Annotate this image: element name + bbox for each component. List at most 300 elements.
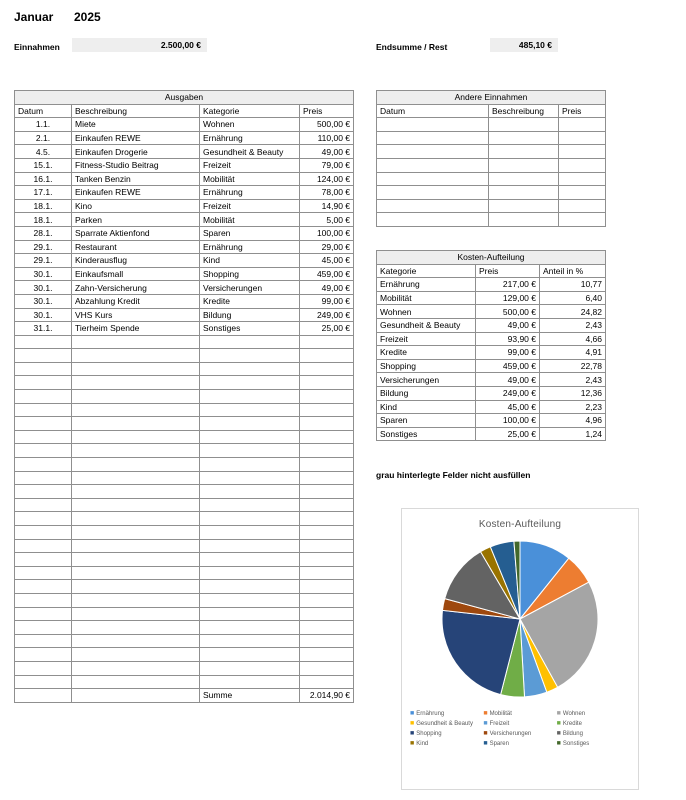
cell-description[interactable] bbox=[72, 498, 200, 512]
cell-date[interactable]: 4.5. bbox=[15, 145, 72, 159]
cell-date[interactable]: 29.1. bbox=[15, 240, 72, 254]
cell-description[interactable] bbox=[72, 349, 200, 363]
cell-description[interactable] bbox=[72, 526, 200, 540]
cell-date[interactable] bbox=[15, 403, 72, 417]
cell-category[interactable] bbox=[200, 349, 300, 363]
table-row[interactable] bbox=[15, 226, 354, 240]
cell-price[interactable]: 78,00 € bbox=[300, 186, 354, 200]
legend-label: Sonstiges bbox=[562, 740, 590, 747]
cell-date[interactable] bbox=[377, 158, 489, 172]
cell-description[interactable] bbox=[72, 648, 200, 662]
cell-category[interactable] bbox=[200, 607, 300, 621]
cell-price[interactable]: 500,00 € bbox=[300, 118, 354, 132]
cell-description[interactable]: Kino bbox=[72, 199, 200, 213]
cell-category: Ernährung bbox=[377, 278, 476, 292]
pie-holder bbox=[402, 534, 638, 704]
cell-category[interactable] bbox=[200, 430, 300, 444]
cell-price[interactable]: 99,00 € bbox=[300, 294, 354, 308]
cell-category[interactable] bbox=[200, 675, 300, 689]
table-row-empty[interactable] bbox=[15, 471, 354, 485]
cell-date[interactable] bbox=[15, 512, 72, 526]
cell-date[interactable] bbox=[15, 661, 72, 675]
table-row bbox=[377, 291, 606, 305]
cell-date[interactable] bbox=[15, 498, 72, 512]
cell-category[interactable] bbox=[200, 471, 300, 485]
cell-price[interactable]: 45,00 € bbox=[300, 254, 354, 268]
cell-price[interactable] bbox=[300, 362, 354, 376]
cell-category[interactable]: Wohnen bbox=[200, 118, 300, 132]
table-row-empty[interactable] bbox=[15, 648, 354, 662]
cell-category[interactable] bbox=[200, 498, 300, 512]
balance-label: Endsumme / Rest bbox=[376, 42, 448, 52]
expenses-col-3: Preis bbox=[300, 104, 354, 118]
cell-price[interactable] bbox=[300, 403, 354, 417]
cell-description[interactable]: Einkaufen REWE bbox=[72, 131, 200, 145]
legend-label: Ernährung bbox=[416, 710, 445, 717]
table-row-empty[interactable] bbox=[15, 661, 354, 675]
cell-category[interactable]: Mobilität bbox=[200, 172, 300, 186]
cell-date[interactable] bbox=[377, 118, 489, 132]
cell-description[interactable] bbox=[489, 186, 559, 200]
cell-description[interactable] bbox=[72, 593, 200, 607]
cell-category[interactable]: Bildung bbox=[200, 308, 300, 322]
table-header-row bbox=[377, 104, 606, 118]
cell-date[interactable]: 15.1. bbox=[15, 158, 72, 172]
cell-description[interactable]: Tierheim Spende bbox=[72, 322, 200, 336]
legend-label: Kredite bbox=[562, 720, 582, 727]
cell-category[interactable]: Mobilität bbox=[200, 213, 300, 227]
cell-date[interactable] bbox=[15, 593, 72, 607]
table-row-empty[interactable] bbox=[15, 458, 354, 472]
legend-label: Gesundheit & Beauty bbox=[416, 720, 473, 727]
table-row-empty[interactable] bbox=[377, 118, 606, 132]
table-header-row bbox=[377, 264, 606, 278]
table-row bbox=[377, 386, 606, 400]
cell-category[interactable]: Shopping bbox=[200, 267, 300, 281]
cell-description[interactable]: Fitness-Studio Beitrag bbox=[72, 158, 200, 172]
cell-date[interactable]: 2.1. bbox=[15, 131, 72, 145]
cell-description[interactable] bbox=[72, 553, 200, 567]
table-row-empty[interactable] bbox=[377, 145, 606, 159]
cell-date[interactable] bbox=[15, 607, 72, 621]
cell-price[interactable] bbox=[559, 199, 606, 213]
cell-percent: 24,82 bbox=[540, 305, 606, 319]
cell-date[interactable]: 30.1. bbox=[15, 267, 72, 281]
table-row[interactable] bbox=[15, 294, 354, 308]
cell-percent: 2,43 bbox=[540, 373, 606, 387]
cell-price[interactable] bbox=[300, 485, 354, 499]
cell-description[interactable] bbox=[72, 512, 200, 526]
cell-category[interactable]: Kredite bbox=[200, 294, 300, 308]
table-row bbox=[377, 427, 606, 441]
cell-empty bbox=[15, 689, 72, 703]
table-title-row bbox=[377, 251, 606, 265]
other-income-col-1: Beschreibung bbox=[489, 104, 559, 118]
table-row[interactable] bbox=[15, 240, 354, 254]
cell-category[interactable] bbox=[200, 485, 300, 499]
cell-category[interactable]: Sparen bbox=[200, 226, 300, 240]
cell-category: Sparen bbox=[377, 414, 476, 428]
cell-category[interactable] bbox=[200, 458, 300, 472]
cell-price[interactable] bbox=[300, 498, 354, 512]
cell-price[interactable] bbox=[559, 186, 606, 200]
cell-description[interactable] bbox=[489, 118, 559, 132]
table-row-empty[interactable] bbox=[15, 376, 354, 390]
cell-price: 217,00 € bbox=[476, 278, 540, 292]
cell-category[interactable]: Freizeit bbox=[200, 158, 300, 172]
cell-date[interactable] bbox=[15, 376, 72, 390]
cell-date[interactable]: 30.1. bbox=[15, 294, 72, 308]
cell-price[interactable] bbox=[300, 471, 354, 485]
cell-percent: 4,91 bbox=[540, 346, 606, 360]
cell-description[interactable] bbox=[72, 580, 200, 594]
cell-date[interactable] bbox=[15, 648, 72, 662]
cell-date[interactable] bbox=[15, 430, 72, 444]
cell-description[interactable]: Einkaufen REWE bbox=[72, 186, 200, 200]
cell-date[interactable] bbox=[15, 349, 72, 363]
cost-split-col-2: Anteil in % bbox=[540, 264, 606, 278]
cell-date[interactable]: 29.1. bbox=[15, 254, 72, 268]
table-row-empty[interactable] bbox=[15, 403, 354, 417]
table-row bbox=[377, 332, 606, 346]
cell-date[interactable] bbox=[15, 580, 72, 594]
cell-price[interactable] bbox=[300, 675, 354, 689]
cell-price[interactable]: 249,00 € bbox=[300, 308, 354, 322]
legend-item bbox=[483, 730, 556, 737]
table-row-empty[interactable] bbox=[15, 553, 354, 567]
cell-category[interactable] bbox=[200, 566, 300, 580]
cell-price[interactable]: 124,00 € bbox=[300, 172, 354, 186]
cell-category[interactable] bbox=[200, 512, 300, 526]
cell-category[interactable] bbox=[200, 593, 300, 607]
table-row-empty[interactable] bbox=[15, 498, 354, 512]
cell-date[interactable]: 30.1. bbox=[15, 281, 72, 295]
cell-description[interactable]: Restaurant bbox=[72, 240, 200, 254]
table-row-empty[interactable] bbox=[15, 539, 354, 553]
cell-price[interactable] bbox=[559, 172, 606, 186]
cell-category[interactable] bbox=[200, 661, 300, 675]
cell-description[interactable]: Einkaufsmall bbox=[72, 267, 200, 281]
cell-date[interactable] bbox=[15, 621, 72, 635]
cell-date[interactable] bbox=[377, 172, 489, 186]
cell-date[interactable] bbox=[15, 335, 72, 349]
cell-price[interactable] bbox=[559, 118, 606, 132]
table-row[interactable] bbox=[15, 308, 354, 322]
cell-price: 25,00 € bbox=[476, 427, 540, 441]
cell-description[interactable] bbox=[72, 335, 200, 349]
cell-description[interactable] bbox=[72, 444, 200, 458]
table-row-empty[interactable] bbox=[377, 172, 606, 186]
cell-description[interactable] bbox=[72, 539, 200, 553]
cell-description[interactable] bbox=[72, 390, 200, 404]
cell-date[interactable] bbox=[15, 634, 72, 648]
table-row[interactable] bbox=[15, 199, 354, 213]
cell-description[interactable] bbox=[489, 213, 559, 227]
cell-percent: 22,78 bbox=[540, 359, 606, 373]
table-row bbox=[377, 373, 606, 387]
table-row-empty[interactable] bbox=[15, 675, 354, 689]
month-label: Januar bbox=[14, 10, 54, 24]
table-row bbox=[377, 359, 606, 373]
cell-price[interactable]: 100,00 € bbox=[300, 226, 354, 240]
cell-price[interactable]: 49,00 € bbox=[300, 145, 354, 159]
cell-description[interactable]: Abzahlung Kredit bbox=[72, 294, 200, 308]
cell-description[interactable] bbox=[489, 172, 559, 186]
cell-date[interactable]: 18.1. bbox=[15, 213, 72, 227]
cell-date[interactable] bbox=[15, 471, 72, 485]
cell-description[interactable]: Miete bbox=[72, 118, 200, 132]
cell-date[interactable] bbox=[377, 199, 489, 213]
cell-price[interactable]: 14,90 € bbox=[300, 199, 354, 213]
table-row[interactable] bbox=[15, 322, 354, 336]
cell-date[interactable]: 17.1. bbox=[15, 186, 72, 200]
cell-date[interactable]: 16.1. bbox=[15, 172, 72, 186]
table-row-empty[interactable] bbox=[377, 158, 606, 172]
table-row[interactable] bbox=[15, 131, 354, 145]
cell-description[interactable] bbox=[489, 199, 559, 213]
cell-date[interactable] bbox=[15, 553, 72, 567]
cell-date[interactable] bbox=[15, 566, 72, 580]
cell-date[interactable] bbox=[15, 675, 72, 689]
table-row-empty[interactable] bbox=[15, 335, 354, 349]
cell-price: 459,00 € bbox=[476, 359, 540, 373]
cell-price[interactable]: 5,00 € bbox=[300, 213, 354, 227]
cell-description[interactable]: Zahn-Versicherung bbox=[72, 281, 200, 295]
cell-price[interactable] bbox=[559, 213, 606, 227]
cell-description[interactable] bbox=[489, 158, 559, 172]
cell-date[interactable]: 1.1. bbox=[15, 118, 72, 132]
cell-category[interactable]: Versicherungen bbox=[200, 281, 300, 295]
cell-description[interactable]: Kinderausflug bbox=[72, 254, 200, 268]
cell-category[interactable]: Ernährung bbox=[200, 131, 300, 145]
cell-category[interactable] bbox=[200, 444, 300, 458]
cell-category[interactable] bbox=[200, 634, 300, 648]
cell-date[interactable]: 18.1. bbox=[15, 199, 72, 213]
table-row-empty[interactable] bbox=[377, 186, 606, 200]
table-row-empty[interactable] bbox=[15, 362, 354, 376]
cell-price[interactable] bbox=[300, 593, 354, 607]
cell-description[interactable] bbox=[72, 675, 200, 689]
cell-category[interactable] bbox=[200, 648, 300, 662]
cell-date[interactable] bbox=[15, 390, 72, 404]
cell-price[interactable] bbox=[300, 553, 354, 567]
cell-price[interactable] bbox=[300, 458, 354, 472]
cell-price: 49,00 € bbox=[476, 318, 540, 332]
table-row-empty[interactable] bbox=[15, 566, 354, 580]
cell-price[interactable] bbox=[300, 444, 354, 458]
cell-category[interactable] bbox=[200, 335, 300, 349]
cell-date[interactable] bbox=[377, 145, 489, 159]
cell-price[interactable] bbox=[559, 131, 606, 145]
legend-marker-icon: ■ bbox=[483, 730, 488, 737]
table-row-empty[interactable] bbox=[15, 526, 354, 540]
cell-percent: 1,24 bbox=[540, 427, 606, 441]
cell-category[interactable]: Gesundheit & Beauty bbox=[200, 145, 300, 159]
other-income-col-0: Datum bbox=[377, 104, 489, 118]
cell-description[interactable] bbox=[72, 471, 200, 485]
cell-category[interactable] bbox=[200, 362, 300, 376]
table-row[interactable] bbox=[15, 281, 354, 295]
other-income-col-2: Preis bbox=[559, 104, 606, 118]
cell-category[interactable]: Ernährung bbox=[200, 240, 300, 254]
cell-category[interactable]: Ernährung bbox=[200, 186, 300, 200]
cell-price[interactable] bbox=[300, 430, 354, 444]
cell-description[interactable] bbox=[72, 430, 200, 444]
cell-date[interactable] bbox=[15, 417, 72, 431]
cell-description[interactable] bbox=[72, 566, 200, 580]
cell-date[interactable] bbox=[15, 362, 72, 376]
sum-value: 2.014,90 € bbox=[300, 689, 354, 703]
cell-price[interactable] bbox=[300, 376, 354, 390]
table-row[interactable] bbox=[15, 213, 354, 227]
cell-description[interactable]: Tanken Benzin bbox=[72, 172, 200, 186]
cell-date[interactable] bbox=[377, 131, 489, 145]
cell-date[interactable]: 30.1. bbox=[15, 308, 72, 322]
cell-date[interactable] bbox=[15, 539, 72, 553]
table-row-empty[interactable] bbox=[15, 580, 354, 594]
legend-marker-icon: ■ bbox=[410, 710, 415, 717]
cell-description[interactable] bbox=[489, 145, 559, 159]
cell-description[interactable]: VHS Kurs bbox=[72, 308, 200, 322]
cell-category[interactable] bbox=[200, 390, 300, 404]
cell-description[interactable] bbox=[72, 607, 200, 621]
table-row-empty[interactable] bbox=[15, 485, 354, 499]
table-row-empty[interactable] bbox=[377, 131, 606, 145]
table-row-empty[interactable] bbox=[15, 430, 354, 444]
table-row[interactable] bbox=[15, 145, 354, 159]
income-value-cell[interactable]: 2.500,00 € bbox=[72, 38, 207, 52]
cell-category[interactable] bbox=[200, 376, 300, 390]
cell-description[interactable] bbox=[72, 362, 200, 376]
legend-marker-icon: ■ bbox=[556, 740, 561, 747]
cell-price[interactable]: 49,00 € bbox=[300, 281, 354, 295]
legend-item bbox=[557, 710, 630, 717]
cell-price[interactable]: 459,00 € bbox=[300, 267, 354, 281]
cell-description[interactable] bbox=[72, 485, 200, 499]
cell-price[interactable]: 79,00 € bbox=[300, 158, 354, 172]
legend-label: Shopping bbox=[416, 730, 442, 737]
cell-category[interactable]: Sonstiges bbox=[200, 322, 300, 336]
legend-label: Mobilität bbox=[489, 710, 512, 717]
balance-value-cell: 485,10 € bbox=[490, 38, 558, 52]
table-row-empty[interactable] bbox=[15, 593, 354, 607]
cell-category[interactable] bbox=[200, 539, 300, 553]
cell-price: 500,00 € bbox=[476, 305, 540, 319]
cell-date[interactable] bbox=[15, 444, 72, 458]
cell-price[interactable] bbox=[300, 648, 354, 662]
grey-fields-note: grau hinterlegte Felder nicht ausfüllen bbox=[376, 470, 531, 480]
table-row-empty[interactable] bbox=[15, 390, 354, 404]
cell-category[interactable]: Kind bbox=[200, 254, 300, 268]
cell-price[interactable] bbox=[300, 335, 354, 349]
table-row[interactable] bbox=[15, 267, 354, 281]
cell-category[interactable] bbox=[200, 580, 300, 594]
cell-description[interactable] bbox=[72, 634, 200, 648]
cell-category: Wohnen bbox=[377, 305, 476, 319]
cell-description[interactable] bbox=[72, 458, 200, 472]
cell-description[interactable] bbox=[489, 131, 559, 145]
table-row[interactable] bbox=[15, 254, 354, 268]
cell-price[interactable]: 29,00 € bbox=[300, 240, 354, 254]
table-row[interactable] bbox=[15, 158, 354, 172]
cell-date[interactable] bbox=[15, 458, 72, 472]
legend-item bbox=[410, 710, 483, 717]
cell-price[interactable] bbox=[300, 634, 354, 648]
cell-date[interactable]: 28.1. bbox=[15, 226, 72, 240]
table-row-empty[interactable] bbox=[15, 444, 354, 458]
cell-date[interactable] bbox=[15, 526, 72, 540]
cell-price[interactable] bbox=[300, 349, 354, 363]
cell-price[interactable] bbox=[300, 566, 354, 580]
cell-empty bbox=[72, 689, 200, 703]
cell-category: Freizeit bbox=[377, 332, 476, 346]
expenses-col-2: Kategorie bbox=[200, 104, 300, 118]
legend-item bbox=[557, 740, 630, 747]
table-row[interactable] bbox=[15, 118, 354, 132]
cell-description[interactable] bbox=[72, 376, 200, 390]
cell-category[interactable] bbox=[200, 553, 300, 567]
table-row-empty[interactable] bbox=[377, 199, 606, 213]
table-row-empty[interactable] bbox=[15, 621, 354, 635]
cell-description[interactable] bbox=[72, 661, 200, 675]
cell-price[interactable]: 25,00 € bbox=[300, 322, 354, 336]
legend-label: Freizeit bbox=[489, 720, 510, 727]
cell-price[interactable] bbox=[300, 580, 354, 594]
cost-split-col-1: Preis bbox=[476, 264, 540, 278]
cell-price[interactable] bbox=[300, 661, 354, 675]
cell-description[interactable] bbox=[72, 621, 200, 635]
cell-price[interactable]: 110,00 € bbox=[300, 131, 354, 145]
table-row[interactable] bbox=[15, 172, 354, 186]
cell-price: 100,00 € bbox=[476, 414, 540, 428]
table-row bbox=[377, 346, 606, 360]
cell-description[interactable] bbox=[72, 417, 200, 431]
table-row-empty[interactable] bbox=[377, 213, 606, 227]
cell-price[interactable] bbox=[300, 607, 354, 621]
cell-date[interactable] bbox=[377, 213, 489, 227]
cell-description[interactable]: Einkaufen Drogerie bbox=[72, 145, 200, 159]
cell-price[interactable] bbox=[300, 390, 354, 404]
table-row-empty[interactable] bbox=[15, 417, 354, 431]
cell-description[interactable] bbox=[72, 403, 200, 417]
cell-date[interactable] bbox=[377, 186, 489, 200]
legend-label: Sparen bbox=[489, 740, 509, 747]
cell-date[interactable]: 31.1. bbox=[15, 322, 72, 336]
cell-price[interactable] bbox=[300, 417, 354, 431]
table-row-empty[interactable] bbox=[15, 512, 354, 526]
cell-description[interactable]: Parken bbox=[72, 213, 200, 227]
cell-price[interactable] bbox=[559, 158, 606, 172]
cell-price[interactable] bbox=[300, 526, 354, 540]
cell-date[interactable] bbox=[15, 485, 72, 499]
table-row-empty[interactable] bbox=[15, 607, 354, 621]
cell-category[interactable]: Freizeit bbox=[200, 199, 300, 213]
cell-category[interactable] bbox=[200, 621, 300, 635]
table-row[interactable] bbox=[15, 186, 354, 200]
table-row-empty[interactable] bbox=[15, 349, 354, 363]
cell-price[interactable] bbox=[559, 145, 606, 159]
cell-category[interactable] bbox=[200, 526, 300, 540]
cell-category[interactable] bbox=[200, 403, 300, 417]
table-row-empty[interactable] bbox=[15, 634, 354, 648]
cell-price[interactable] bbox=[300, 512, 354, 526]
table-header-row bbox=[15, 104, 354, 118]
cell-category[interactable] bbox=[200, 417, 300, 431]
cell-price[interactable] bbox=[300, 621, 354, 635]
cell-price[interactable] bbox=[300, 539, 354, 553]
cell-description[interactable]: Sparrate Aktienfond bbox=[72, 226, 200, 240]
pie-chart-container bbox=[401, 508, 639, 790]
